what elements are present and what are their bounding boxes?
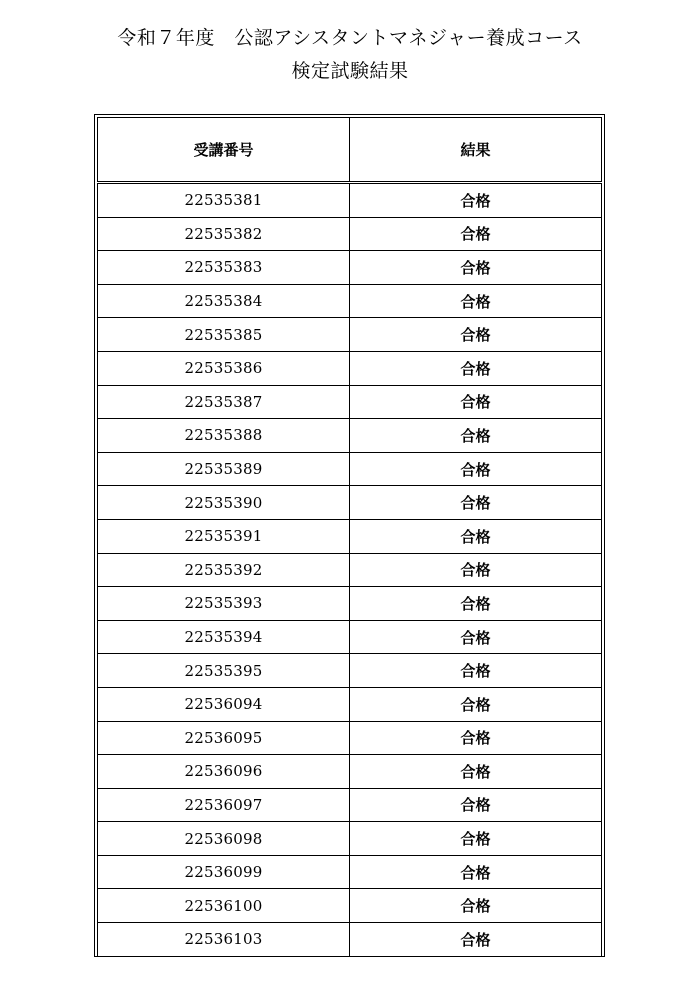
applicant-number-cell: 22535393 bbox=[98, 587, 350, 621]
table-row bbox=[98, 788, 602, 822]
result-cell: 合格 bbox=[350, 654, 602, 688]
table-row bbox=[98, 721, 602, 755]
table-row bbox=[98, 553, 602, 587]
header-result: 結果 bbox=[350, 118, 602, 183]
applicant-number-cell: 22535386 bbox=[98, 351, 350, 385]
title-line-1: 令和７年度 公認アシスタントマネジャー養成コース bbox=[117, 27, 583, 49]
result-cell: 合格 bbox=[350, 251, 602, 285]
applicant-number-cell: 22535394 bbox=[98, 620, 350, 654]
applicant-number-cell: 22535389 bbox=[98, 452, 350, 486]
table-row bbox=[98, 284, 602, 318]
applicant-number-cell: 22535381 bbox=[98, 183, 350, 218]
result-cell: 合格 bbox=[350, 620, 602, 654]
applicant-number-cell: 22536097 bbox=[98, 788, 350, 822]
table-row bbox=[98, 351, 602, 385]
table-row bbox=[98, 385, 602, 419]
table-row bbox=[98, 923, 602, 957]
applicant-number-cell: 22535395 bbox=[98, 654, 350, 688]
table-row bbox=[98, 519, 602, 553]
table-row bbox=[98, 486, 602, 520]
result-cell: 合格 bbox=[350, 452, 602, 486]
result-cell: 合格 bbox=[350, 687, 602, 721]
table-row bbox=[98, 251, 602, 285]
table-header-row bbox=[98, 118, 602, 183]
applicant-number-cell: 22536098 bbox=[98, 822, 350, 856]
result-cell: 合格 bbox=[350, 284, 602, 318]
table-row bbox=[98, 654, 602, 688]
result-cell: 合格 bbox=[350, 721, 602, 755]
applicant-number-cell: 22535387 bbox=[98, 385, 350, 419]
result-cell: 合格 bbox=[350, 889, 602, 923]
table-row bbox=[98, 755, 602, 789]
applicant-number-cell: 22535383 bbox=[98, 251, 350, 285]
table-row bbox=[98, 687, 602, 721]
table-row bbox=[98, 452, 602, 486]
table-row bbox=[98, 855, 602, 889]
result-cell: 合格 bbox=[350, 217, 602, 251]
applicant-number-cell: 22535382 bbox=[98, 217, 350, 251]
applicant-number-cell: 22536103 bbox=[98, 923, 350, 957]
result-cell: 合格 bbox=[350, 385, 602, 419]
result-cell: 合格 bbox=[350, 519, 602, 553]
table-row bbox=[98, 822, 602, 856]
table-row bbox=[98, 318, 602, 352]
applicant-number-cell: 22535388 bbox=[98, 419, 350, 453]
applicant-number-cell: 22536095 bbox=[98, 721, 350, 755]
table-row bbox=[98, 217, 602, 251]
result-cell: 合格 bbox=[350, 923, 602, 957]
applicant-number-cell: 22535392 bbox=[98, 553, 350, 587]
applicant-number-cell: 22536094 bbox=[98, 687, 350, 721]
document-title bbox=[0, 22, 700, 88]
result-cell: 合格 bbox=[350, 486, 602, 520]
table-row bbox=[98, 419, 602, 453]
table-body bbox=[98, 183, 602, 957]
result-cell: 合格 bbox=[350, 855, 602, 889]
result-cell: 合格 bbox=[350, 183, 602, 218]
result-cell: 合格 bbox=[350, 587, 602, 621]
applicant-number-cell: 22535385 bbox=[98, 318, 350, 352]
result-cell: 合格 bbox=[350, 553, 602, 587]
applicant-number-cell: 22536096 bbox=[98, 755, 350, 789]
applicant-number-cell: 22535390 bbox=[98, 486, 350, 520]
result-cell: 合格 bbox=[350, 788, 602, 822]
table-row bbox=[98, 587, 602, 621]
applicant-number-cell: 22535384 bbox=[98, 284, 350, 318]
result-cell: 合格 bbox=[350, 755, 602, 789]
result-cell: 合格 bbox=[350, 419, 602, 453]
applicant-number-cell: 22535391 bbox=[98, 519, 350, 553]
table-row bbox=[98, 620, 602, 654]
table-row bbox=[98, 183, 602, 218]
result-cell: 合格 bbox=[350, 822, 602, 856]
results-table-frame bbox=[94, 114, 605, 957]
applicant-number-cell: 22536100 bbox=[98, 889, 350, 923]
header-id: 受講番号 bbox=[98, 118, 350, 183]
results-table bbox=[97, 117, 602, 957]
table-row bbox=[98, 889, 602, 923]
applicant-number-cell: 22536099 bbox=[98, 855, 350, 889]
result-cell: 合格 bbox=[350, 351, 602, 385]
title-line-2: 検定試験結果 bbox=[291, 60, 409, 82]
result-cell: 合格 bbox=[350, 318, 602, 352]
